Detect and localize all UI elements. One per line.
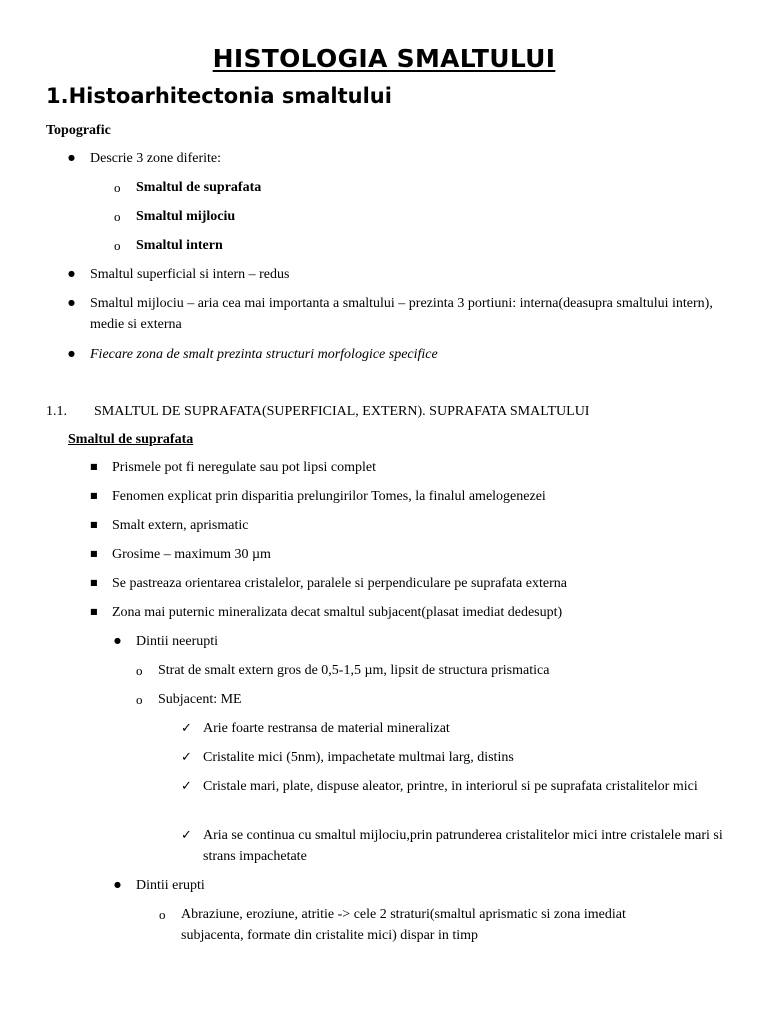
list-item-text: Smaltul de suprafata (136, 180, 262, 195)
section-title: SMALTUL DE SUPRAFATA(SUPERFICIAL, EXTERN). SUPRAFATA SMALTULUI (94, 404, 590, 419)
list-item (90, 457, 750, 479)
list-item (114, 631, 744, 653)
list-item-text: Subjacent: ME (158, 692, 242, 707)
list-item (90, 602, 750, 624)
section-number: 1.1. (46, 404, 67, 419)
document-title: HISTOLOGIA SMALTULUI (212, 44, 556, 73)
bullet-icon (68, 264, 90, 286)
circle-bullet-icon (114, 235, 136, 257)
checkmark-icon (181, 718, 203, 739)
list-item-text: Fiecare zona de smalt prezinta structuri morfologice specifice (90, 347, 438, 362)
list-item (114, 206, 744, 228)
bullet-icon (68, 344, 90, 366)
subheading-smaltul-de-suprafata: Smaltul de suprafata (68, 432, 194, 447)
list-item (90, 515, 750, 537)
list-item (159, 904, 659, 946)
list-item (114, 177, 744, 199)
square-bullet-icon (90, 602, 112, 624)
list-item-text: Smaltul mijlociu – aria cea mai importanta a smaltului – prezinta 3 portiuni: interna(deasupra smaltului intern), medie si externa (90, 296, 713, 332)
circle-bullet-icon (159, 904, 181, 926)
list-item (181, 825, 751, 867)
bullet-icon (68, 148, 90, 170)
square-bullet-icon (90, 486, 112, 508)
square-bullet-icon (90, 457, 112, 479)
list-item-text: Dintii erupti (136, 878, 205, 893)
list-item-text: Aria se continua cu smaltul mijlociu,prin patrunderea cristalitelor mici intre cristalele mari si strans impachetate (203, 828, 723, 864)
list-item-text: Descrie 3 zone diferite: (90, 151, 221, 166)
list-item (181, 747, 751, 768)
bullet-icon (114, 631, 136, 653)
list-item-text: Zona mai puternic mineralizata decat smaltul subjacent(plasat imediat dedesupt) (112, 605, 563, 620)
list-item-text: Arie foarte restransa de material mineralizat (203, 721, 450, 736)
list-item (114, 875, 744, 897)
bullet-icon (68, 293, 90, 315)
square-bullet-icon (90, 573, 112, 595)
bullet-icon (114, 875, 136, 897)
list-item-text: Se pastreaza orientarea cristalelor, paralele si perpendiculare pe suprafata externa (112, 576, 567, 591)
circle-bullet-icon (114, 177, 136, 199)
list-item-text: Prismele pot fi neregulate sau pot lipsi complet (112, 460, 376, 475)
list-item-text: Grosime – maximum 30 µm (112, 547, 271, 562)
list-item-text: Cristalite mici (5nm), impachetate multmai larg, distins (203, 750, 514, 765)
list-item (90, 573, 750, 595)
list-item (90, 544, 750, 566)
list-item-text: Smalt extern, aprismatic (112, 518, 249, 533)
checkmark-icon (181, 776, 203, 797)
list-item (114, 235, 744, 257)
list-item (181, 776, 741, 797)
list-item-text: Fenomen explicat prin disparitia prelungirilor Tomes, la finalul amelogenezei (112, 489, 546, 504)
list-item (181, 718, 751, 739)
circle-bullet-icon (114, 206, 136, 228)
square-bullet-icon (90, 544, 112, 566)
list-item-text: Dintii neerupti (136, 634, 219, 649)
list-item (136, 689, 746, 711)
square-bullet-icon (90, 515, 112, 537)
list-item-text: Strat de smalt extern gros de 0,5-1,5 µm, lipsit de structura prismatica (158, 663, 550, 678)
list-item (136, 660, 746, 682)
list-item (90, 486, 750, 508)
heading-histoarhitectonia: 1.Histoarhitectonia smaltului (46, 84, 392, 108)
list-item-text: Cristale mari, plate, dispuse aleator, printre, in interiorul si pe suprafata cristalitelor mici (203, 779, 698, 794)
checkmark-icon (181, 747, 203, 768)
list-item (68, 264, 748, 286)
list-item-text: Smaltul intern (136, 238, 223, 253)
list-item-text: Smaltul superficial si intern – redus (90, 267, 290, 282)
checkmark-icon (181, 825, 203, 846)
circle-bullet-icon (136, 689, 158, 711)
list-item-text: Smaltul mijlociu (136, 209, 236, 224)
list-item-text: Abraziune, eroziune, atritie -> cele 2 straturi(smaltul aprismatic si zona imediat subjacenta, formate din cristalite mici) dispar in timp (181, 907, 626, 943)
topografic-label: Topografic (46, 123, 111, 138)
list-item (68, 148, 748, 170)
list-item (68, 344, 748, 366)
list-item (68, 293, 738, 335)
circle-bullet-icon (136, 660, 158, 682)
